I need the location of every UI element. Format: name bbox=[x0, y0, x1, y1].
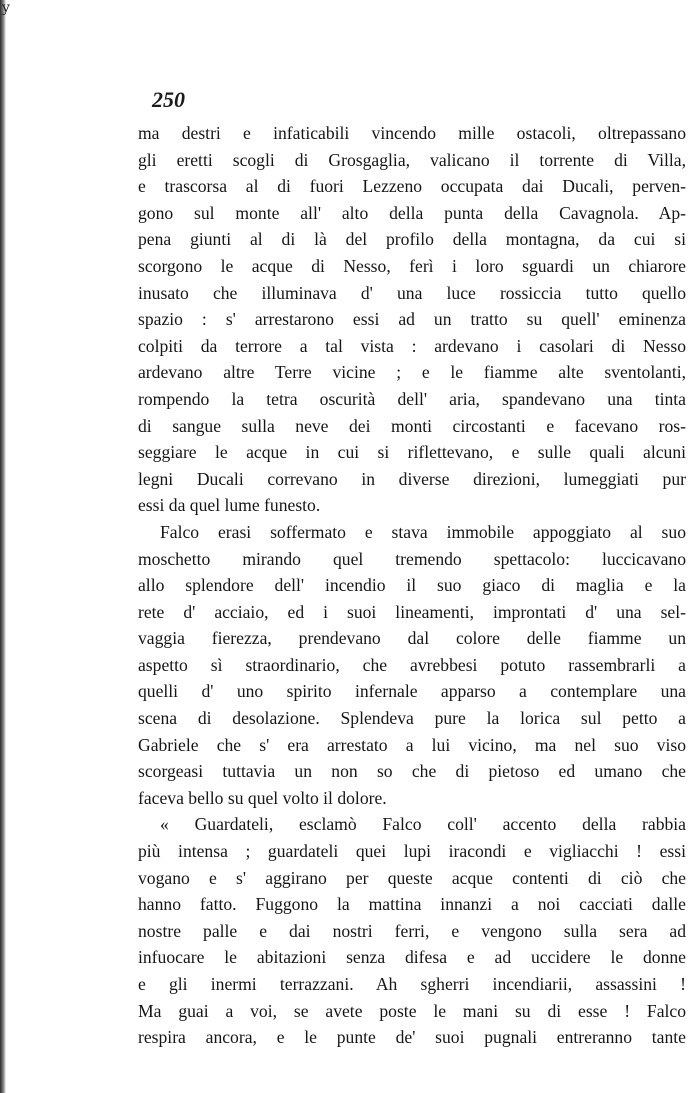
text-line: ma destri e infaticabili vincendo mille ostacoli, oltrepassano bbox=[138, 123, 686, 143]
text-line: di sangue sulla neve dei monti circostanti e facevano ros- bbox=[138, 415, 686, 436]
text-line: gli eretti scogli di Grosgaglia, valicano il torrente di Villa, bbox=[138, 149, 686, 170]
text-line: rompendo la tetra oscurità dell' aria, spandevano una tinta bbox=[138, 388, 686, 409]
text-line: ardevano altre Terre vicine ; e le fiamme alte sventolanti, bbox=[138, 362, 686, 383]
text-line: e gli inermi terrazzani. Ah sgherri incendiarii, assassini ! bbox=[138, 974, 686, 994]
text-line: gono sul monte all' alto della punta della Cavagnola. Ap- bbox=[138, 202, 686, 223]
text-line: inusato che illuminava d' una luce rossiccia tutto quello bbox=[138, 282, 686, 303]
text-line: scena di desolazione. Splendeva pure la lorica sul petto a bbox=[138, 708, 686, 729]
text-line: Ma guai a voi, se avete poste le mani su di esse ! Falco bbox=[138, 1000, 686, 1021]
text-line: spazio : s' arrestarono essi ad un tratto su quell' eminenza bbox=[138, 309, 686, 330]
text-line: nostre palle e dai nostri ferri, e vengono sulla sera ad bbox=[138, 920, 686, 941]
text-line: hanno fatto. Fuggono la mattina innanzi a noi cacciati dalle bbox=[138, 894, 686, 915]
text-line: scorgono le acque di Nesso, ferì i loro sguardi un chiarore bbox=[138, 255, 686, 276]
corner-mark: y bbox=[2, 0, 10, 16]
text-line: colpiti da terrore a tal vista : ardevano i casolari di Nesso bbox=[138, 335, 686, 356]
text-line: « Guardateli, esclamò Falco coll' accento della rabbia bbox=[160, 814, 686, 835]
text-line: allo splendore dell' incendio il suo giaco di maglia e la bbox=[138, 575, 686, 596]
text-line: seggiare le acque in cui si riflettevano, e sulle quali alcuni bbox=[138, 442, 686, 463]
text-line: infuocare le abitazioni senza difesa e ad uccidere le donne bbox=[138, 947, 686, 968]
text-line: faceva bello su quel volto il dolore. bbox=[138, 787, 387, 808]
body-text bbox=[138, 120, 686, 1051]
text-line: scorgeasi tuttavia un non so che di pietoso ed umano che bbox=[138, 761, 686, 782]
text-line: pena giunti al di là del profilo della montagna, da cui si bbox=[138, 229, 686, 250]
text-line: legni Ducali correvano in diverse direzioni, lumeggiati pur bbox=[138, 468, 686, 489]
text-line: essi da quel lume funesto. bbox=[138, 495, 321, 516]
text-line: moschetto mirando quel tremendo spettacolo: luccicavano bbox=[138, 548, 686, 569]
text-line: Falco erasi soffermato e stava immobile appoggiato al suo bbox=[160, 521, 686, 542]
text-line: aspetto sì straordinario, che avrebbesi potuto rassembrarli a bbox=[138, 654, 686, 675]
page-number: 250 bbox=[152, 87, 185, 112]
text-line: Gabriele che s' era arrestato a lui vicino, ma nel suo viso bbox=[138, 734, 686, 755]
text-line: respira ancora, e le punte de' suoi pugnali entreranno tante bbox=[138, 1027, 686, 1048]
page-binding-edge bbox=[0, 0, 6, 1093]
text-line: vaggia fierezza, prendevano dal colore delle fiamme un bbox=[138, 628, 686, 649]
text-line: e trascorsa al di fuori Lezzeno occupata dai Ducali, perven- bbox=[138, 176, 686, 197]
text-line: rete d' acciaio, ed i suoi lineamenti, improntati d' una sel- bbox=[138, 601, 686, 622]
text-line: più intensa ; guardateli quei lupi iracondi e vigliacchi ! essi bbox=[138, 841, 686, 862]
text-line: vogano e s' aggirano per queste acque contenti di ciò che bbox=[138, 867, 686, 888]
text-line: quelli d' uno spirito infernale apparso a contemplare una bbox=[138, 681, 686, 702]
